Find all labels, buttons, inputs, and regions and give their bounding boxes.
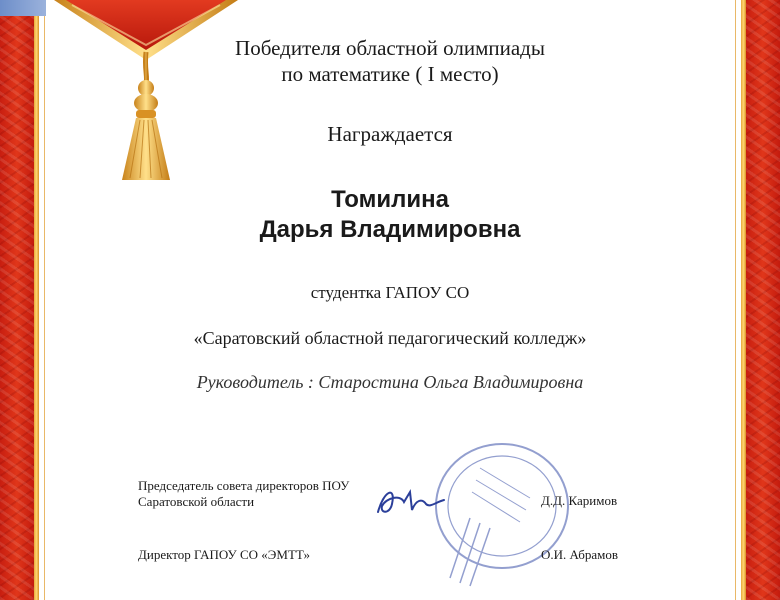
second-signatory-name: О.И. Абрамов: [541, 547, 619, 562]
second-signatory-title: Директор ГАПОУ СО «ЭМТТ»: [138, 547, 310, 562]
recipient-status: студентка ГАПОУ СО: [310, 283, 470, 302]
recipient-name: [50, 185, 730, 245]
award-reason-line2: по математике ( I место): [281, 62, 499, 86]
right-thin-border: [735, 0, 736, 600]
left-ornament-band: [0, 0, 34, 600]
first-signatory-title-line2: Саратовской области: [138, 494, 255, 509]
awarded-heading: Награждается: [327, 122, 453, 146]
award-reason: [50, 35, 730, 87]
first-signatory-title: [138, 478, 349, 510]
recipient-given-names: Дарья Владимировна: [259, 216, 521, 243]
right-ornament-band: [746, 0, 780, 600]
supervisor-line: Руководитель : Старостина Ольга Владимировна: [196, 372, 584, 392]
institution-name: «Саратовский областной педагогический колледж»: [193, 328, 587, 348]
first-signatory-title-line1: Председатель совета директоров ПОУ: [138, 478, 350, 493]
left-thin-border: [44, 0, 45, 600]
recipient-surname: Томилина: [331, 186, 449, 213]
left-gold-border: [34, 0, 39, 600]
right-gold-border: [741, 0, 746, 600]
medal-ribbon-icon: [52, 0, 242, 190]
award-reason-line1: Победителя областной олимпиады: [235, 36, 545, 60]
corner-ribbon-fragment: [0, 0, 46, 16]
handwritten-signature: [370, 480, 450, 520]
first-signatory-name: Д.Д. Каримов: [541, 493, 618, 508]
